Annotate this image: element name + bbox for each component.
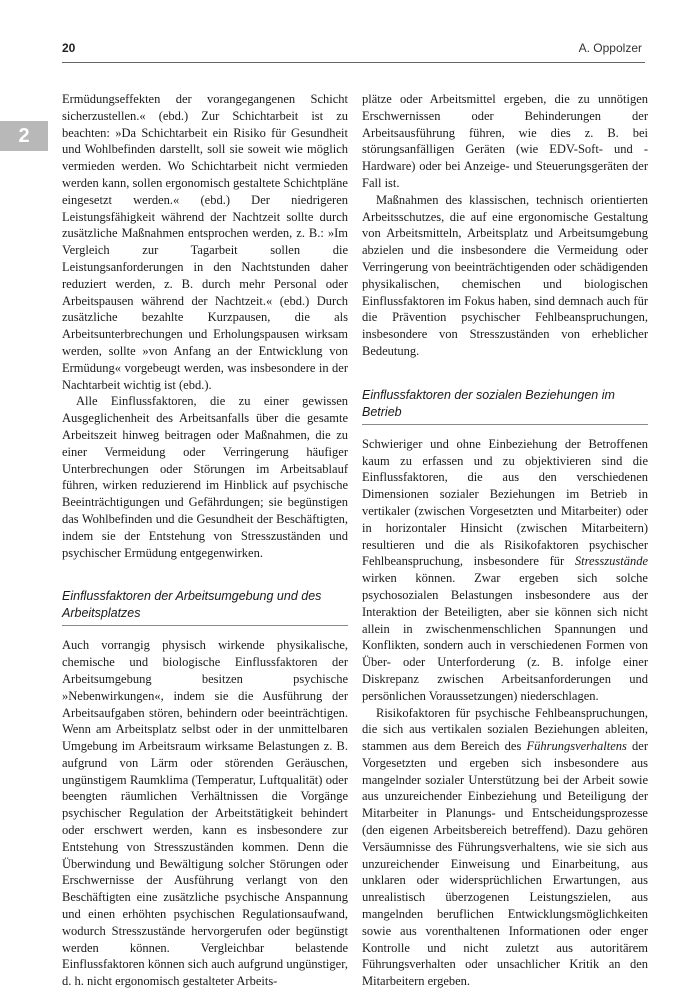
section-heading: Einflussfaktoren der Arbeitsumgebung und des Arbeitsplatzes	[62, 588, 348, 626]
page-number: 20	[62, 41, 76, 55]
paragraph: Auch vorrangig physisch wirkende physikalische, chemische und biologische Einflussfaktoren der Arbeitsumgebung besitzen psychische »Nebenwirkungen«, indem sie die Ausführung der Arbeitsaufgaben stören, behindern oder beeinträchtigen. Wenn am Arbeitsplatz selbst oder in der unmittelbaren Umgebung im Arbeitsraum wirksame Belastungen z. B. aufgrund von Lärm oder störenden Geräuschen, ungünstigem Raumklima (Temperatur, Luftqualität) oder beengten räumlichen Verhältnissen die Vorgänge psychischer Regulation der Arbeitstätigkeit behindert oder erschwert werden, kann es insbesondere zur Entstehung von Stresszuständen kommen. Denn die Überwindung und Bewältigung solcher Störungen oder Erschwernisse der Ausführung verlangt von den Beschäftigten eine zusätzliche psychische Anspannung und einen erhöhten psychischen Regulationsaufwand, wodurch Stresszustände hervorgerufen oder begünstigt werden können. Vergleichbar belastende Einflussfaktoren können sich auch aufgrund ungünstiger, d. h. nicht ergonomisch gestalteter Arbeits-	[62, 638, 348, 989]
paragraph: Ermüdungseffekten der vorangegangenen Schicht sicherzustellen.« (ebd.) Zur Schichtarbeit ist zu beachten: »Da Schichtarbeit ein Risiko für Gesundheit und Wohlbefinden darstellt, soll sie soweit wie möglich vermieden werden. Wo Schichtarbeit nicht vermieden werden kann, sollen ergonomisch gestaltete Schichtpläne eingesetzt werden.« (ebd.) Der niedrigeren Leistungsfähigkeit während der Nachtzeit sollte durch zusätzliche Maßnahmen entsprochen werden, z. B.: »Im Vergleich zur Tagarbeit sollen die Leistungsanforderungen in den Nachtstunden daher reduziert werden, z. B. durch mehr Personal oder Arbeitspausen während der Nachtzeit.« (ebd.) Durch zusätzliche bezahlte Kurzpausen, die als Arbeitsunterbrechungen und Erholungspausen wirksam werden, sollte »von Anfang an der Entwicklung von Ermüdung« vorgebeugt werden, was insbesondere in der Nachtarbeit wichtig ist (ebd.).	[62, 92, 348, 392]
header-divider	[62, 62, 645, 63]
running-header-author: A. Oppolzer	[578, 41, 642, 55]
right-column	[362, 91, 648, 990]
chapter-tab: 2	[0, 121, 48, 151]
text-run: wirken können. Zwar ergeben sich solche psychosozialen Belastungen insbesondere aus der Interaktion der Beteiligten, aber sie können sich nicht allein in zwischenmenschlichen Spannungen und Konflikten, sondern auch in verschiedenen Formen von Über- oder Unterforderung (z. B. infolge einer Diskrepanz zwischen Arbeitsanforderungen und persönlichen Voraussetzungen) niederschlagen.	[362, 571, 648, 703]
emphasis: Führungsverhaltens	[526, 739, 627, 754]
paragraph: plätze oder Arbeitsmittel ergeben, die zu unnötigen Erschwernissen oder Behinderungen der Arbeitsausführung führen, wie dies z. B. bei störungsanfälligen Geräten (wie EDV-Soft- und -Hardware) oder bei Anzeige- und Steuerungsgeräten der Fall ist.	[362, 92, 648, 190]
section-heading: Einflussfaktoren der sozialen Beziehungen im Betrieb	[362, 387, 648, 425]
paragraph: Alle Einflussfaktoren, die zu einer gewissen Ausgeglichenheit des Arbeitsanfalls über die gesamte Arbeitszeit hinweg beitragen oder Maßnahmen, die zu einer Vermeidung oder Verringerung häufiger Unterbrechungen oder Störungen im Arbeitsablauf führen, wirken reduzierend im Hinblick auf psychische Beeinträchtigungen und Gefährdungen; sie begünstigen das Wohlbefinden und die Gesundheit der Beschäftigten, indem sie der Entstehung von Stresszuständen und psychischer Ermüdung entgegenwirken.	[62, 394, 348, 560]
emphasis: Stresszustände	[574, 554, 648, 569]
text-run: der Vorgesetzten und ergeben sich insbesondere aus mangelnder sozialer Unterstützung bei der Arbeit sowie aus unzureichender Einbeziehung und Beteiligung der Mitarbeiter in Planungs- und Entscheidungsprozesse (den eigenen Arbeitsbereich betreffend). Dazu gehören Versäumnisse des Führungsverhaltens, wie sie sich aus unzureichender Einweisung und Einarbeitung, aus unklaren oder widersprüchlichen Erwartungen, aus unrealistisch überzogenen Leistungszielen, aus mangelnden beruflichen Entwicklungsmöglichkeiten sowie aus vorenthaltenen Informationen oder enger Kontrolle und nicht zuletzt aus autoritärem Führungsverhalten oder unsachlicher Kritik an den Mitarbeitern ergeben.	[362, 739, 649, 989]
text-run: Schwieriger und ohne Einbeziehung der Betroffenen kaum zu erfassen und zu objektivieren sind die Einflussfaktoren, die aus den verschiedenen Dimensionen sozialer Beziehungen im Betrieb in vertikaler (zwischen Vorgesetzten und Mitarbeiter) oder in horizontaler Hinsicht (zwischen Mitarbeitern) resultieren und die als Risikofaktoren psychischer Fehlbeanspruchung, insbesondere für	[362, 436, 648, 569]
paragraph	[362, 705, 648, 991]
paragraph	[362, 436, 648, 705]
paragraph: Maßnahmen des klassischen, technisch orientierten Arbeitsschutzes, die auf eine ergonomische Gestaltung von Arbeitsmitteln, Arbeitsplatz und Arbeitsumgebung abzielen und die insbesondere die Vermeidung oder Verringerung von beeinträchtigenden oder schädigenden physikalischen, chemischen und biologischen Einflussfaktoren im Fokus haben, sind demnach auch für die Prävention psychischer Fehlbeanspruchungen, insbesondere von Stresszuständen von erheblicher Bedeutung.	[362, 192, 648, 358]
text-run: Risikofaktoren für psychische Fehlbeanspruchungen, die sich aus vertikalen sozialen Beziehungen ableiten, stammen aus dem Bereich des	[362, 705, 648, 754]
left-column	[62, 91, 348, 990]
